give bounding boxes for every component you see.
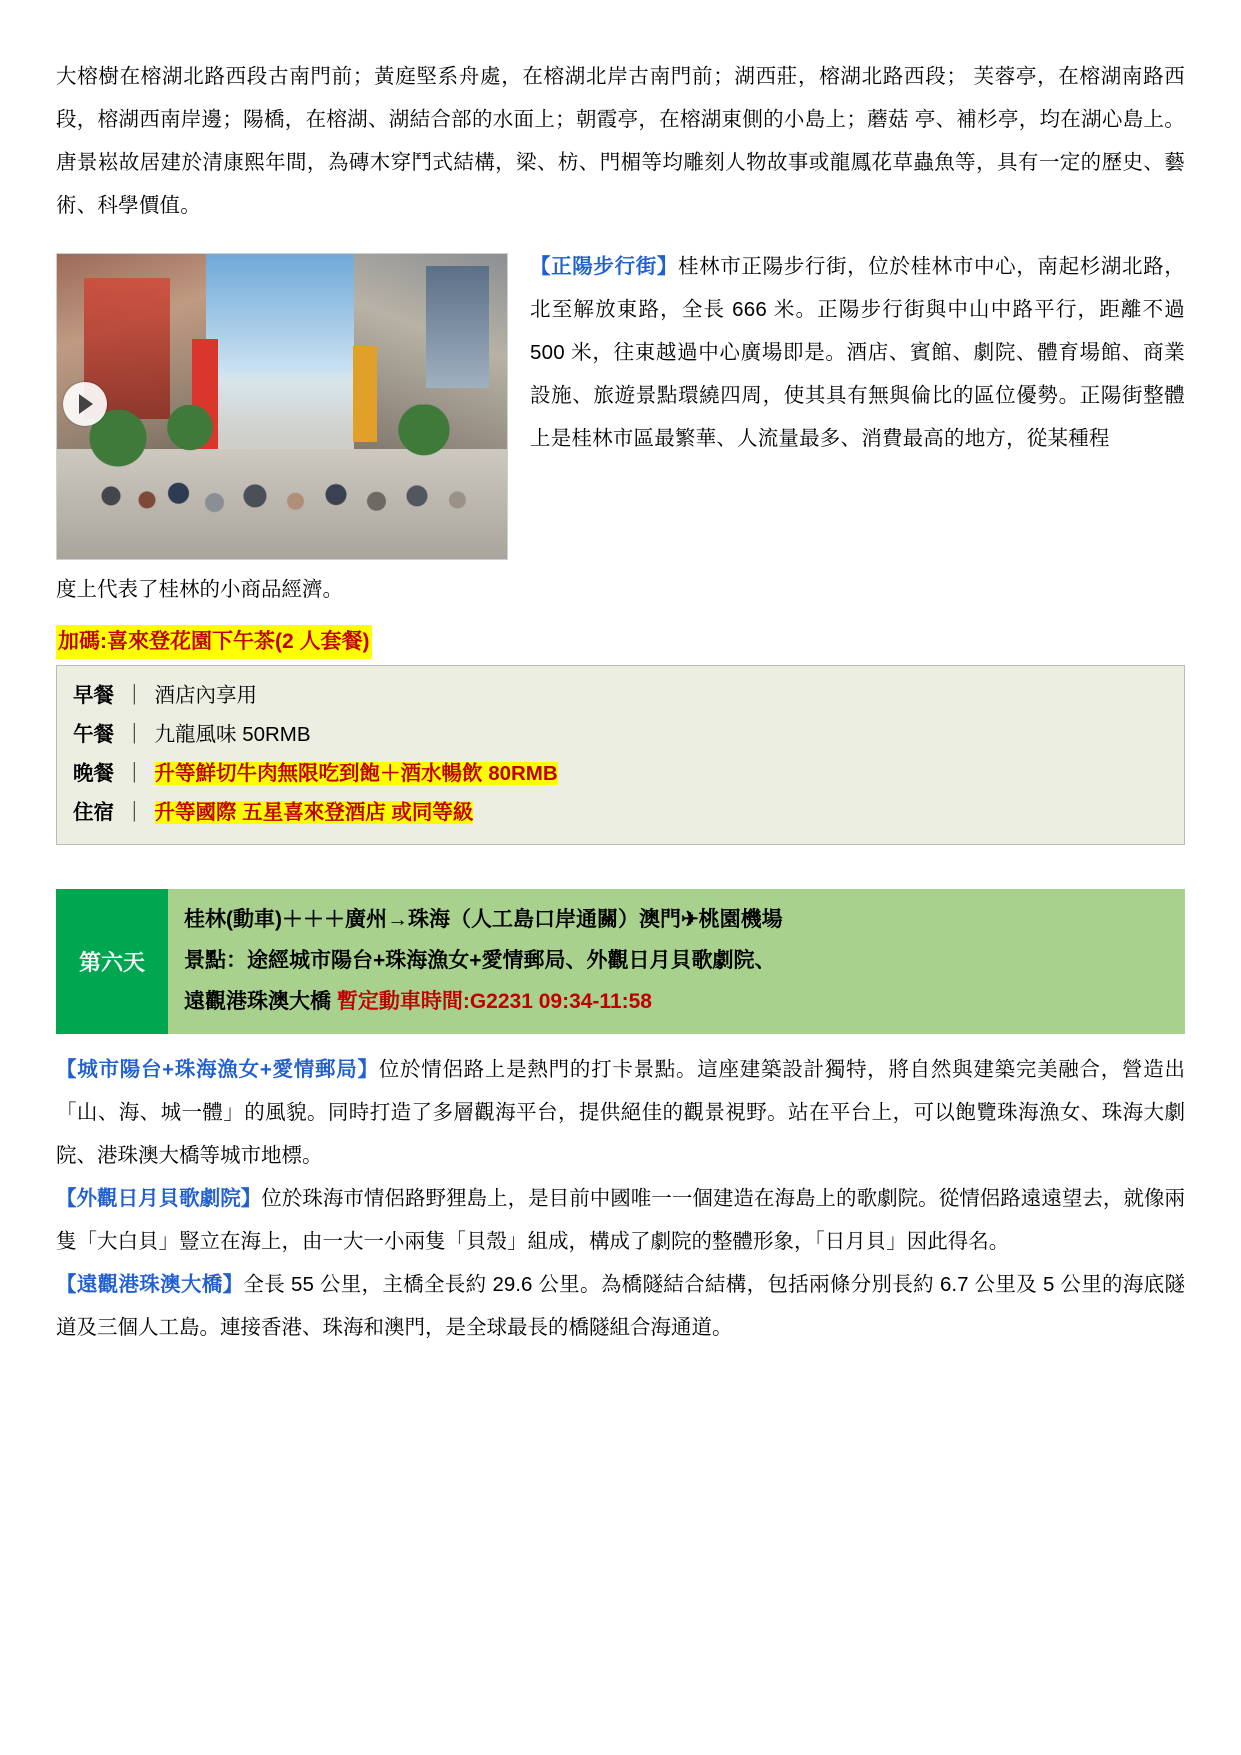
meal-separator: ｜: [124, 684, 145, 707]
pedestrian-street-photo: [56, 253, 508, 560]
meal-info-box: [56, 665, 1185, 845]
meal-row: [73, 715, 1168, 754]
day-spots-line1: 景點：途經城市陽台+珠海漁女+愛情郵局、外觀日月貝歌劇院、: [184, 949, 776, 972]
section-heading: 【遠觀港珠澳大橋】: [56, 1273, 244, 1296]
meal-separator: ｜: [124, 801, 145, 824]
day-tag: 第六天: [56, 889, 168, 1034]
meal-value: 升等鮮切牛肉無限吃到飽＋酒水暢飲 80RMB: [154, 762, 558, 785]
promo-title: 加碼:喜來登花園下午茶(2 人套餐): [56, 625, 372, 659]
zhengyang-street-tail: 度上代表了桂林的小商品經濟。: [56, 578, 343, 601]
meal-row: [73, 676, 1168, 715]
section-heading: 【城市陽台+珠海漁女+愛情郵局】: [56, 1058, 379, 1081]
meal-label: 早餐: [73, 684, 114, 707]
meal-label: 午餐: [73, 723, 114, 746]
zhengyang-street-heading: 【正陽步行街】: [530, 255, 678, 278]
meal-row: [73, 754, 1168, 793]
section-text: 位於珠海市情侶路野狸島上，是目前中國唯一一個建造在海島上的歌劇院。從情侶路遠遠望去，就像兩隻「大白貝」豎立在海上，由一大一小兩隻「貝殼」組成，構成了劇院的整體形象，「日月貝」因此得名。: [56, 1187, 1186, 1253]
figure-with-text: [56, 245, 1185, 566]
zhengyang-street-text: 桂林市正陽步行街，位於桂林市中心，南起杉湖北路，北至解放東路，全長 666 米。正陽步行街與中山中路平行，距離不過 500 米，往東越過中心廣場即是。酒店、賓館、劇院、體育場館、商業設施、旅遊景點環繞四周，使其具有無與倫比的區位優勢。正陽街整體上是桂林市區最繁華、人流量最多、消費最高的地方，從某種程: [530, 255, 1185, 450]
meal-row: [73, 793, 1168, 832]
meal-separator: ｜: [124, 723, 145, 746]
photo-building-right-accent: [426, 266, 489, 388]
meal-value: 升等國際 五星喜來登酒店 或同等級: [154, 801, 474, 824]
photo-tree: [398, 404, 450, 467]
section-text: 全長 55 公里，主橋全長約 29.6 公里。為橋隧結合結構，包括兩條分別長約 6.7 公里及 5 公里的海底隧道及三個人工島。連接香港、珠海和澳門，是全球最長的橋隧組合海通道。: [56, 1273, 1185, 1339]
meal-label: 住宿: [73, 801, 114, 824]
day-route: 桂林(動車)＋＋＋廣州→珠海（人工島口岸通關）澳門✈桃園機場: [184, 908, 783, 931]
section-paragraph: [56, 1263, 1185, 1349]
meal-value: 酒店內享用: [154, 684, 257, 707]
section-paragraph: [56, 1048, 1185, 1177]
meal-separator: ｜: [124, 762, 145, 785]
meal-value: 九龍風味 50RMB: [154, 723, 311, 746]
day-spots-line2: [184, 981, 1169, 1022]
day-spots-last: 遠觀港珠澳大橋: [184, 990, 331, 1013]
promo-title-wrap: [56, 611, 1185, 665]
photo-signboard-yellow: [353, 346, 377, 442]
intro-paragraph: 大榕樹在榕湖北路西段古南門前；黃庭堅系舟處，在榕湖北岸古南門前；湖西莊，榕湖北路西段； 芙蓉亭，在榕湖南路西段，榕湖西南岸邊；陽橋，在榕湖、湖結合部的水面上；朝霞亭，在榕湖東側的小島上；蘑菇 亭、補杉亭，均在湖心島上。唐景崧故居建於清康熙年間，為磚木穿鬥式結構，梁、枋、門楣等均雕刻人物故事或龍鳳花草蟲魚等，具有一定的歷史、藝術、科學價值。: [56, 65, 1185, 217]
day-train-note: 暫定動車時間:G2231 09:34-11:58: [336, 990, 652, 1013]
meal-label: 晚餐: [73, 762, 114, 785]
section-paragraph: [56, 1177, 1185, 1263]
day-banner: [56, 889, 1185, 1034]
play-arrow-icon: [63, 382, 107, 426]
section-heading: 【外觀日月貝歌劇院】: [56, 1187, 262, 1210]
day-banner-body: [168, 889, 1185, 1034]
photo-tree: [166, 405, 212, 461]
section-text: 位於情侶路上是熱門的打卡景點。這座建築設計獨特，將自然與建築完美融合，營造出「山、海、城一體」的風貌。同時打造了多層觀海平台，提供絕佳的觀景視野。站在平台上，可以飽覽珠海漁女、珠海大劇院、港珠澳大橋等城市地標。: [56, 1058, 1185, 1167]
